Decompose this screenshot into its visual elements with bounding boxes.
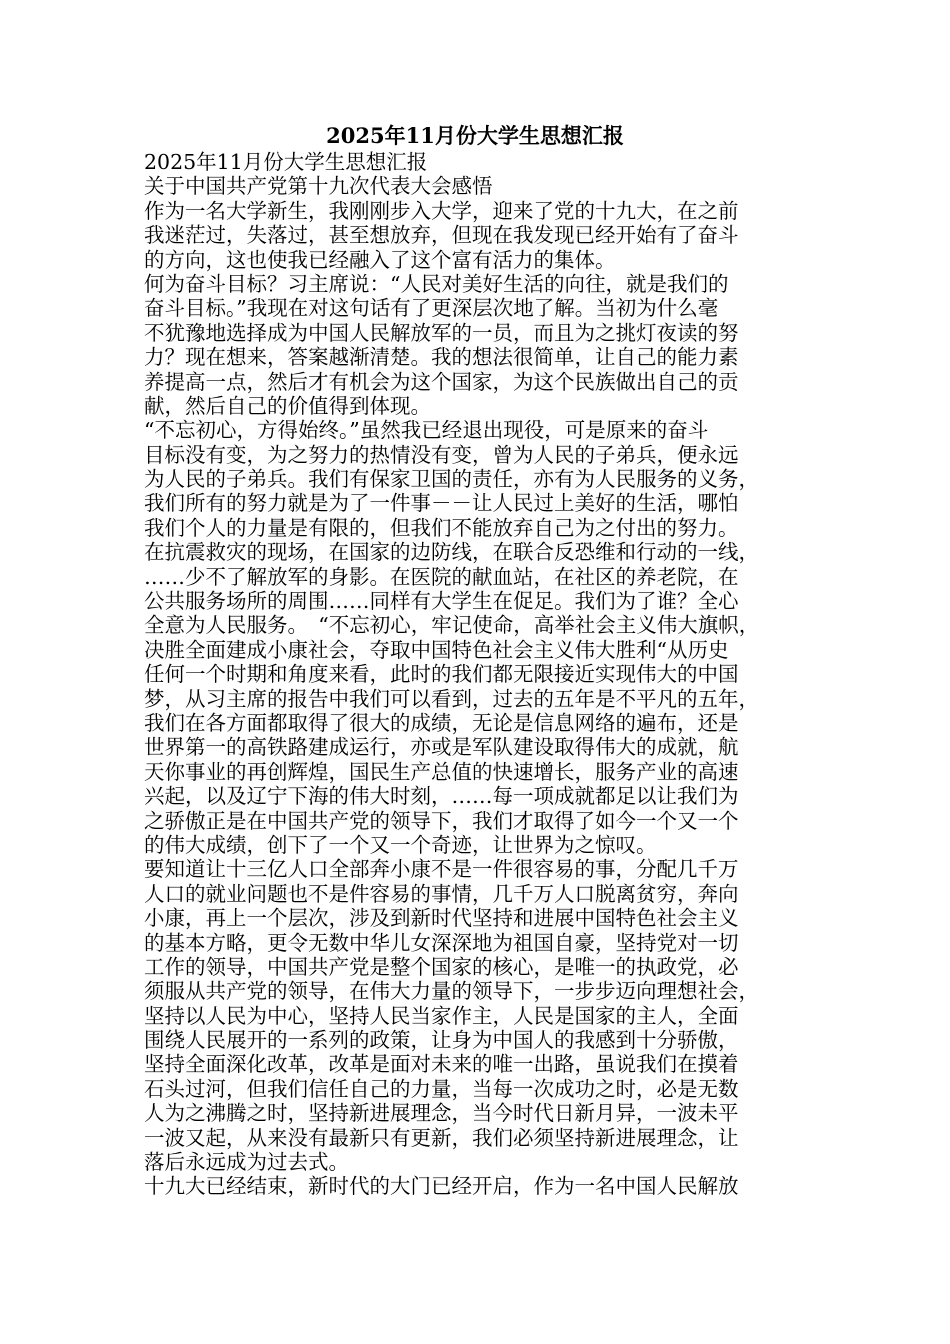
- text-line: 梦，从习主席的报告中我们可以看到，过去的五年是不平凡的五年，: [144, 686, 759, 711]
- text-line: 围绕人民展开的一系列的政策，让身为中国人的我感到十分骄傲，: [144, 1028, 739, 1053]
- text-line: 养提高一点，然后才有机会为这个国家，为这个民族做出自己的贡: [144, 369, 739, 394]
- text-line: 公共服务场所的周围……同样有大学生在促足。我们为了谁？全心: [144, 589, 739, 614]
- text-line: 兴起，以及辽宁下海的伟大时刻，……每一项成就都足以让我们为: [144, 784, 739, 809]
- text-line: 不犹豫地选择成为中国人民解放军的一员，而且为之挑灯夜读的努: [144, 320, 739, 345]
- text-line: 任何一个时期和角度来看，此时的我们都无限接近实现伟大的中国: [144, 662, 739, 687]
- text-line: 工作的领导，中国共产党是整个国家的核心，是唯一的执政党，必: [144, 954, 739, 979]
- text-line: 人口的就业问题也不是件容易的事情，几千万人口脱离贫穷，奔向: [144, 881, 739, 906]
- text-line: 奋斗目标。”我现在对这句话有了更深层次地了解。当初为什么毫: [144, 296, 719, 321]
- text-line: 献，然后自己的价值得到体现。: [144, 393, 431, 418]
- text-line: 坚持全面深化改革，改革是面对未来的唯一出路，虽说我们在摸着: [144, 1052, 739, 1077]
- text-line: 我迷茫过，失落过，甚至想放弃，但现在我发现已经开始有了奋斗: [144, 223, 739, 248]
- text-line: 关于中国共产党第十九次代表大会感悟: [144, 174, 493, 199]
- text-line: 须服从共产党的领导，在伟大力量的领导下，一步步迈向理想社会，: [144, 979, 759, 1004]
- text-line: 我们所有的努力就是为了一件事－－让人民过上美好的生活，哪怕: [144, 491, 739, 516]
- text-line: 决胜全面建成小康社会，夺取中国特色社会主义伟大胜利“从历史: [144, 637, 729, 662]
- text-line: 石头过河，但我们信任自己的力量，当每一次成功之时，必是无数: [144, 1076, 739, 1101]
- text-line: 落后永远成为过去式。: [144, 1150, 349, 1175]
- text-line: 的方向，这也使我已经融入了这个富有活力的集体。: [144, 247, 616, 272]
- text-line: 作为一名大学新生，我刚刚步入大学，迎来了党的十九大，在之前: [144, 198, 739, 223]
- text-line: 力？现在想来，答案越渐清楚。我的想法很简单，让自己的能力素: [144, 345, 739, 370]
- text-line: 坚持以人民为中心，坚持人民当家作主，人民是国家的主人，全面: [144, 1003, 739, 1028]
- text-line: 要知道让十三亿人口全部奔小康不是一件很容易的事，分配几千万: [144, 857, 739, 882]
- text-line: 世界第一的高铁路建成运行，亦或是军队建设取得伟大的成就，航: [144, 735, 739, 760]
- text-line: 小康，再上一个层次，涉及到新时代坚持和进展中国特色社会主义: [144, 906, 739, 931]
- text-line: 的基本方略，更令无数中华儿女深深地为祖国自豪，坚持党对一切: [144, 930, 739, 955]
- text-line: 2025年11月份大学生思想汇报: [144, 150, 428, 174]
- text-line: “不忘初心，方得始终。”虽然我已经退出现役，可是原来的奋斗: [144, 418, 709, 443]
- text-line: 的伟大成绩，创下了一个又一个奇迹，让世界为之惊叹。: [144, 832, 657, 857]
- text-line: 十九大已经结束，新时代的大门已经开启，作为一名中国人民解放: [144, 1174, 739, 1199]
- document-title: 2025年11月份大学生思想汇报: [326, 123, 624, 148]
- text-line: 目标没有变，为之努力的热情没有变，曾为人民的子弟兵，便永远: [144, 442, 739, 467]
- text-line: 天你事业的再创辉煌，国民生产总值的快速增长，服务产业的高速: [144, 759, 739, 784]
- document-body: [144, 150, 808, 1199]
- text-line: 全意为人民服务。 “不忘初心，牢记使命，高举社会主义伟大旗帜，: [144, 613, 760, 638]
- text-line: 何为奋斗目标？习主席说：“人民对美好生活的向往，就是我们的: [144, 271, 729, 296]
- text-line: 在抗震救灾的现场，在国家的边防线，在联合反恐维和行动的一线，: [144, 540, 759, 565]
- text-line: 一波又起，从来没有最新只有更新，我们必须坚持新进展理念，让: [144, 1125, 739, 1150]
- text-line: 人为之沸腾之时，坚持新进展理念，当今时代日新月异，一波未平: [144, 1101, 739, 1126]
- text-line: ……少不了解放军的身影。在医院的献血站，在社区的养老院，在: [144, 564, 739, 589]
- text-line: 我们个人的力量是有限的，但我们不能放弃自己为之付出的努力。: [144, 515, 739, 540]
- text-line: 为人民的子弟兵。我们有保家卫国的责任，亦有为人民服务的义务，: [144, 467, 759, 492]
- text-line: 之骄傲正是在中国共产党的领导下，我们才取得了如今一个又一个: [144, 808, 739, 833]
- text-line: 我们在各方面都取得了很大的成绩，无论是信息网络的遍布，还是: [144, 710, 739, 735]
